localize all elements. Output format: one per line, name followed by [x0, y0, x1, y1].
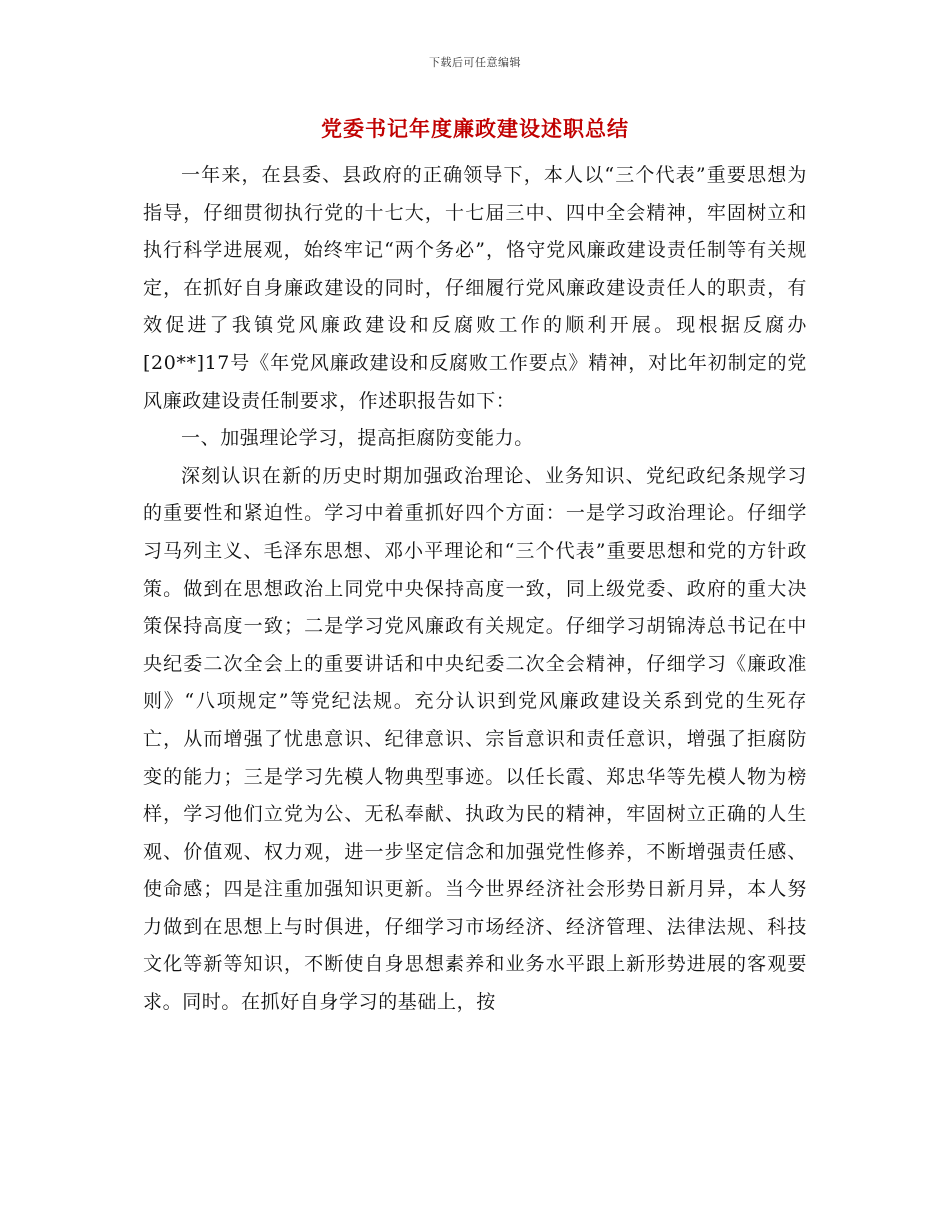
header-note: 下载后可任意编辑 [429, 56, 521, 69]
paragraph-study: 深刻认识在新的历史时期加强政治理论、业务知识、党纪政纪条规学习的重要性和紧迫性。学习中着重抓好四个方面：一是学习政治理论。仔细学习马列主义、毛泽东思想、邓小平理论和“三个代表”重要思想和党的方针政策。做到在思想政治上同党中央保持高度一致，同上级党委、政府的重大决策保持高度一致；二是学习党风廉政有关规定。仔细学习胡锦涛总书记在中央纪委二次全会上的重要讲话和中央纪委二次全会精神，仔细学习《廉政准则》“八项规定”等党纪法规。充分认识到党风廉政建设关系到党的生死存亡，从而增强了忧患意识、纪律意识、宗旨意识和责任意识，增强了拒腐防变的能力；三是学习先模人物典型事迹。以任长霞、郑忠华等先模人物为榜样，学习他们立党为公、无私奉献、执政为民的精神，牢固树立正确的人生观、价值观、权力观，进一步坚定信念和加强党性修养，不断增强责任感、使命感；四是注重加强知识更新。当今世界经济社会形势日新月异，本人努力做到在思想上与时俱进，仔细学习市场经济、经济管理、法律法规、科技文化等新等知识，不断使自身思想素养和业务水平跟上新形势进展的客观要求。同时。在抓好自身学习的基础上，按 [143, 464, 807, 1014]
paragraph-intro: 一年来，在县委、县政府的正确领导下，本人以“三个代表”重要思想为指导，仔细贯彻执行党的十七大，十七届三中、四中全会精神，牢固树立和执行科学进展观，始终牢记“两个务必”，恪守党风廉政建设责任制等有关规定，在抓好自身廉政建设的同时，仔细履行党风廉政建设责任人的职责，有效促进了我镇党风廉政建设和反腐败工作的顺利开展。现根据反腐办[20**]17号《年党风廉政建设和反腐败工作要点》精神，对比年初制定的党风廉政建设责任制要求，作述职报告如下： [143, 164, 807, 412]
document-body [143, 157, 807, 1022]
section-heading-1: 一、加强理论学习，提高拒腐防变能力。 [181, 427, 534, 450]
document-title: 党委书记年度廉政建设述职总结 [321, 117, 629, 141]
